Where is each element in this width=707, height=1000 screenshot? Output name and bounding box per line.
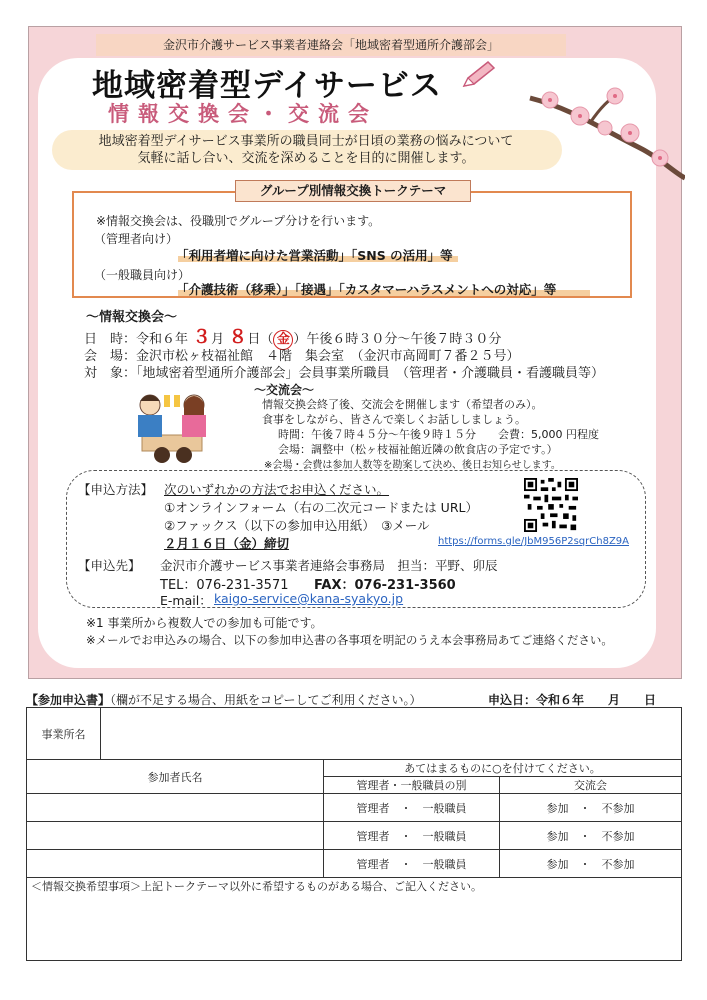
participant-name-field[interactable]	[27, 822, 324, 850]
participant-row	[27, 822, 682, 850]
social-line-1: 情報交換会終了後、交流会を開催します（希望者のみ）。	[262, 398, 543, 411]
social-heading: ～交流会～	[254, 383, 315, 397]
month-unit: 月	[211, 332, 225, 347]
info-session-heading: ～情報交換会～	[86, 310, 178, 325]
social-choice[interactable]: 参加 ・ 不参加	[500, 794, 682, 822]
form-url-link[interactable]: https://forms.gle/JbM956P2sqrCh8Z9A	[438, 536, 630, 547]
info-target: 対 象：「地域密着型通所介護部会」会員事業所職員 （管理者・介護職員・看護職員等）	[84, 366, 605, 381]
form-title-main: 【参加申込書】	[26, 693, 111, 707]
social-line-2: 食事をしながら、皆さんで楽しくお話ししましょう。	[262, 413, 526, 426]
participant-name-field[interactable]	[27, 850, 324, 878]
participant-label: 参加者氏名	[27, 760, 324, 794]
social-header: 交流会	[500, 777, 682, 794]
request-label-row	[27, 878, 682, 895]
form-instruction-row	[27, 760, 682, 777]
contact-email-label: E-mail：	[160, 593, 212, 608]
pencil-icon	[460, 60, 496, 90]
note-2: ※メールでお申込みの場合、以下の参加申込書の各事項を明記のうえ本会事務局あてご連絡ください。	[86, 633, 613, 647]
org-banner: 金沢市介護サービス事業者連絡会「地域密着型通所介護部会」	[96, 34, 566, 56]
social-line-3: 時間：午後７時４５分～午後９時１５分 会費：5,000 円程度	[278, 428, 599, 441]
form-title	[26, 691, 422, 708]
party-illustration-icon	[122, 385, 222, 463]
request-row	[27, 894, 682, 960]
role-choice[interactable]: 管理者 ・ 一般職員	[324, 794, 500, 822]
request-field[interactable]	[27, 894, 682, 960]
apply-method-label: 【申込方法】	[78, 482, 154, 497]
role-header: 管理者・一般職員の別	[324, 777, 500, 794]
contact-org: 金沢市介護サービス事業者連絡会事務局 担当：平野、卯辰	[160, 558, 498, 573]
social-line-5: ※会場・会費は参加人数等を勘案して決め、後日お知らせします。	[264, 460, 561, 471]
note-1: ※1 事業所から複数人での参加も可能です。	[86, 616, 323, 630]
theme-label: グループ別情報交換トークテーマ	[235, 180, 471, 202]
form-instruction: あてはまるものに○を付けてください。	[324, 760, 682, 777]
contact-email-link[interactable]: kaigo-service@kana-syakyo.jp	[214, 591, 404, 606]
office-row	[27, 708, 682, 760]
manager-group-label: （管理者向け）	[94, 232, 179, 246]
office-label: 事業所名	[27, 708, 101, 760]
form-title-note: （欄が不足する場合、用紙をコピーしてご利用ください。）	[110, 693, 422, 707]
social-choice[interactable]: 参加 ・ 不参加	[500, 822, 682, 850]
social-choice[interactable]: 参加 ・ 不参加	[500, 850, 682, 878]
staff-topics: 「介護技術（移乗）」「接遇」「カスタマーハラスメントへの対応」等	[176, 282, 557, 297]
office-field[interactable]	[101, 708, 682, 760]
theme-note: ※情報交換会は、役職別でグループ分けを行います。	[96, 214, 381, 228]
request-label: ＜情報交換希望事項＞上記トークテーマ以外に希望するものがある場合、ご記入ください。	[27, 878, 682, 895]
day-unit: 日（	[247, 332, 274, 347]
intro-text	[56, 133, 556, 167]
apply-deadline: ２月１６日（金）締切	[164, 536, 290, 551]
participant-row	[27, 794, 682, 822]
participant-name-field[interactable]	[27, 794, 324, 822]
role-choice[interactable]: 管理者 ・ 一般職員	[324, 822, 500, 850]
intro-line-1: 地域密着型デイサービス事業所の職員同士が日頃の業務の悩みについて	[98, 134, 514, 149]
staff-group-label: （一般職員向け）	[94, 268, 191, 282]
page-title: 地域密着型デイサービス	[92, 68, 442, 104]
intro-line-2: 気軽に話し合い、交流を深めることを目的に開催します。	[137, 151, 475, 166]
contact-label: 【申込先】	[78, 558, 141, 573]
manager-topics: 「利用者増に向けた営業活動」「SNS の活用」等	[176, 248, 453, 263]
application-form-table	[26, 707, 682, 961]
event-day: ８	[228, 326, 248, 348]
event-weekday: 金	[273, 330, 293, 350]
participant-row	[27, 850, 682, 878]
form-date-label: 申込日：令和６年 月 日	[488, 693, 657, 707]
apply-option-fax-mail: ②ファックス（以下の参加申込用紙） ③メール	[164, 518, 430, 533]
info-venue: 会 場：金沢市松ヶ枝福祉館 ４階 集会室 （金沢市高岡町７番２５号）	[84, 349, 520, 364]
role-choice[interactable]: 管理者 ・ 一般職員	[324, 850, 500, 878]
apply-method-intro: 次のいずれかの方法でお申込ください。	[164, 482, 390, 497]
contact-tel: TEL：076-231-3571	[160, 578, 289, 593]
page-subtitle: 情報交換会・交流会	[108, 102, 378, 126]
contact-fax: FAX：076-231-3560	[314, 578, 456, 593]
qr-code-icon[interactable]	[524, 478, 578, 532]
date-label: 日 時：令和６年	[84, 332, 189, 347]
social-line-4: 会場：調整中（松ヶ枝福祉館近隣の飲食店の予定です。）	[278, 443, 558, 456]
event-month: ３	[192, 326, 212, 348]
apply-option-online: ①オンラインフォーム（右の二次元コードまたは URL）	[164, 500, 478, 515]
event-time: ）午後６時３０分～午後７時３０分	[293, 332, 502, 347]
